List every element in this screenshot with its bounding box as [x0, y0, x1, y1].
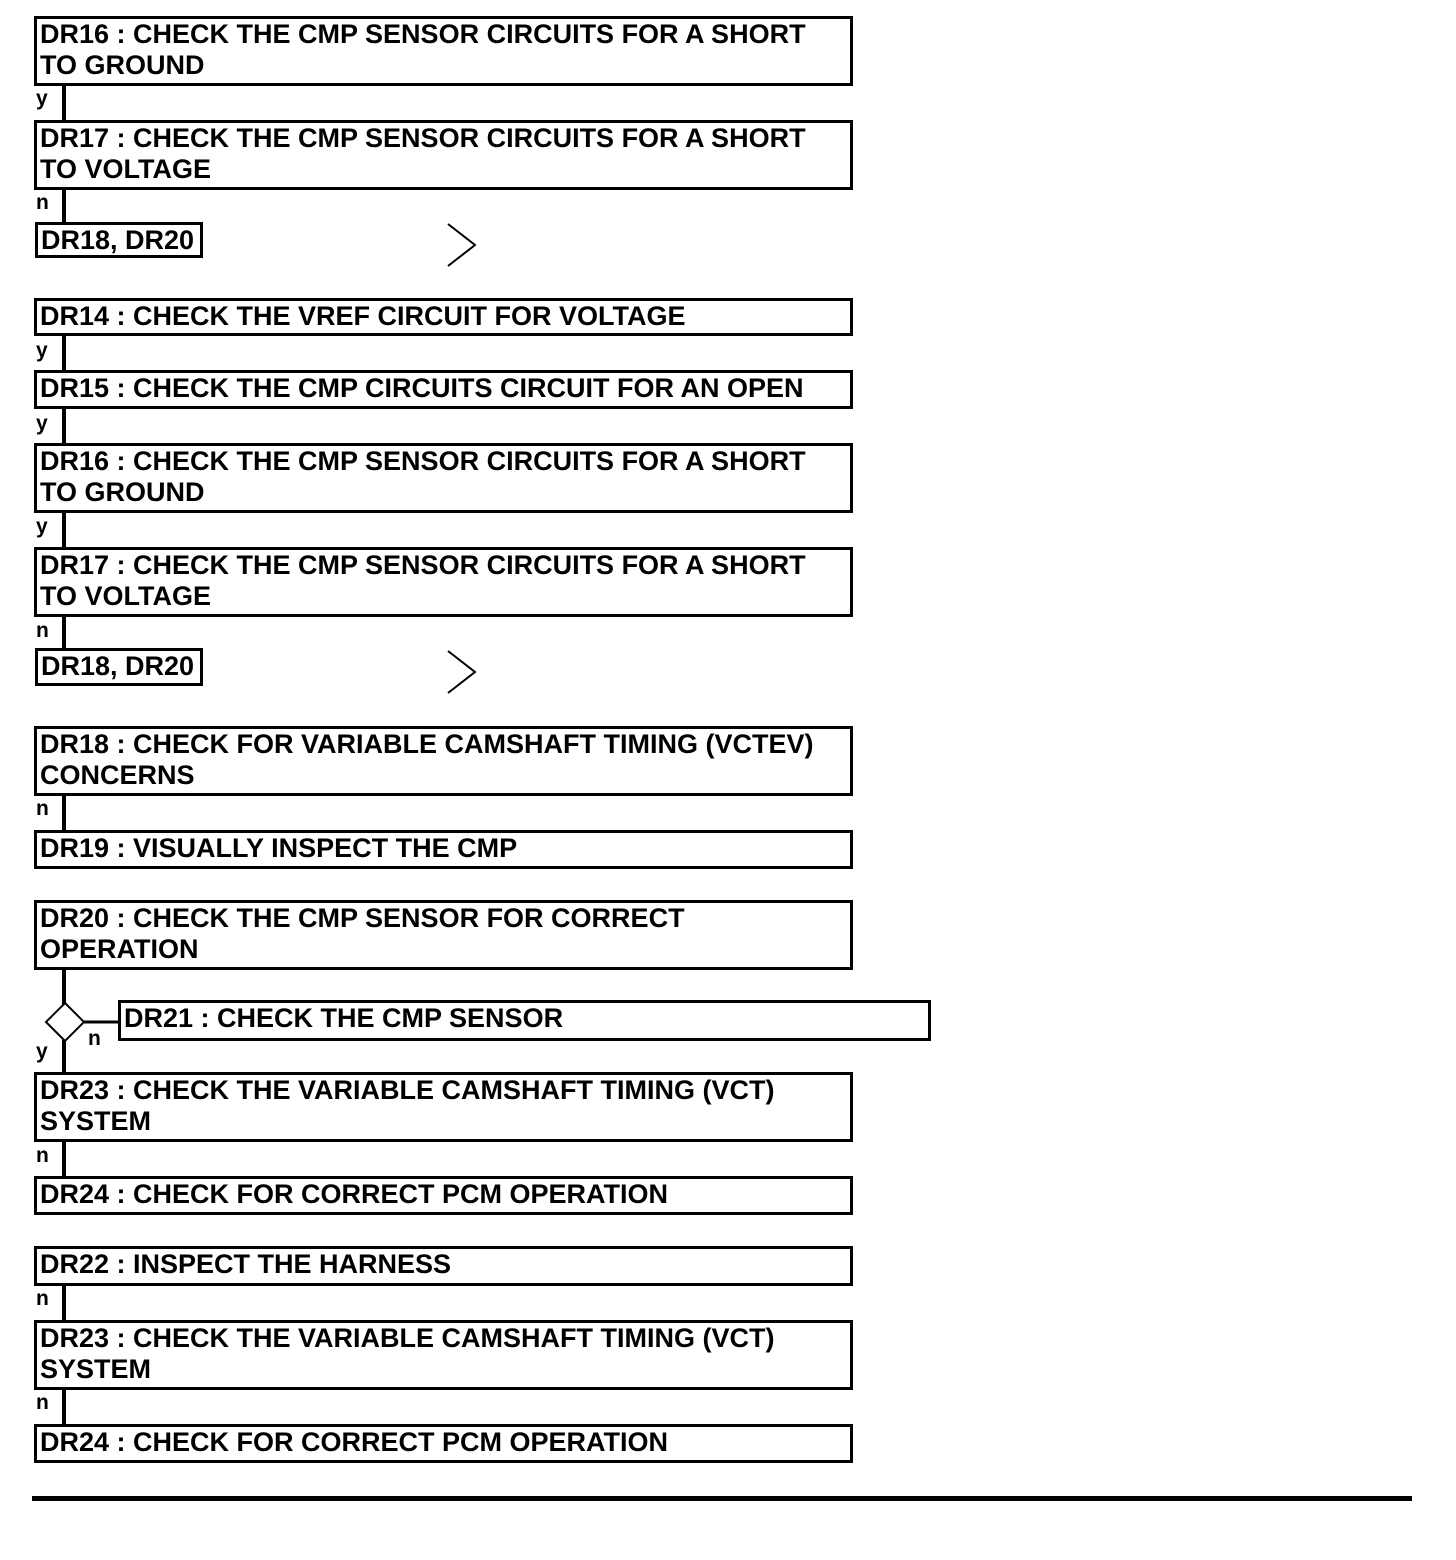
branch-label-no: n	[36, 1144, 49, 1167]
step-dr24-box: DR24 : CHECK FOR CORRECT PCM OPERATION	[34, 1424, 853, 1463]
goto-dr18-dr20-box: DR18, DR20	[35, 222, 203, 258]
branch-label-no: n	[36, 1391, 49, 1414]
step-dr23-box: DR23 : CHECK THE VARIABLE CAMSHAFT TIMING (VCT) SYSTEM	[34, 1072, 853, 1142]
step-dr22-box: DR22 : INSPECT THE HARNESS	[34, 1246, 853, 1286]
step-dr14-box: DR14 : CHECK THE VREF CIRCUIT FOR VOLTAGE	[34, 298, 853, 336]
step-dr16-box: DR16 : CHECK THE CMP SENSOR CIRCUITS FOR A SHORT TO GROUND	[34, 16, 853, 86]
step-dr20-box: DR20 : CHECK THE CMP SENSOR FOR CORRECT OPERATION	[34, 900, 853, 970]
branch-label-no: n	[36, 1287, 49, 1310]
connector-line	[62, 1389, 66, 1425]
step-dr18-box: DR18 : CHECK FOR VARIABLE CAMSHAFT TIMING (VCTEV) CONCERNS	[34, 726, 853, 796]
connector-line	[62, 1040, 66, 1073]
step-dr16-box: DR16 : CHECK THE CMP SENSOR CIRCUITS FOR A SHORT TO GROUND	[34, 443, 853, 513]
branch-label-yes: y	[36, 412, 48, 435]
step-dr15-box: DR15 : CHECK THE CMP CIRCUITS CIRCUIT FOR AN OPEN	[34, 370, 853, 409]
connector-line	[62, 1141, 66, 1177]
branch-label-yes: y	[36, 339, 48, 362]
branch-label-no: n	[36, 619, 49, 642]
branch-label-yes: y	[36, 1040, 48, 1063]
step-dr19-box: DR19 : VISUALLY INSPECT THE CMP	[34, 830, 853, 869]
branch-label-no: n	[36, 191, 49, 214]
step-dr17-box: DR17 : CHECK THE CMP SENSOR CIRCUITS FOR A SHORT TO VOLTAGE	[34, 547, 853, 617]
step-dr17-box: DR17 : CHECK THE CMP SENSOR CIRCUITS FOR A SHORT TO VOLTAGE	[34, 120, 853, 190]
step-dr23-box: DR23 : CHECK THE VARIABLE CAMSHAFT TIMING (VCT) SYSTEM	[34, 1320, 853, 1390]
branch-label-yes: y	[36, 87, 48, 110]
page-divider	[32, 1496, 1412, 1501]
branch-label-yes: y	[36, 515, 48, 538]
step-dr21-box: DR21 : CHECK THE CMP SENSOR	[118, 1000, 931, 1041]
step-dr24-box: DR24 : CHECK FOR CORRECT PCM OPERATION	[34, 1176, 853, 1215]
connector-line	[62, 1285, 66, 1321]
goto-dr18-dr20-box: DR18, DR20	[35, 648, 203, 686]
branch-label-no: n	[88, 1027, 101, 1050]
branch-label-no: n	[36, 797, 49, 820]
